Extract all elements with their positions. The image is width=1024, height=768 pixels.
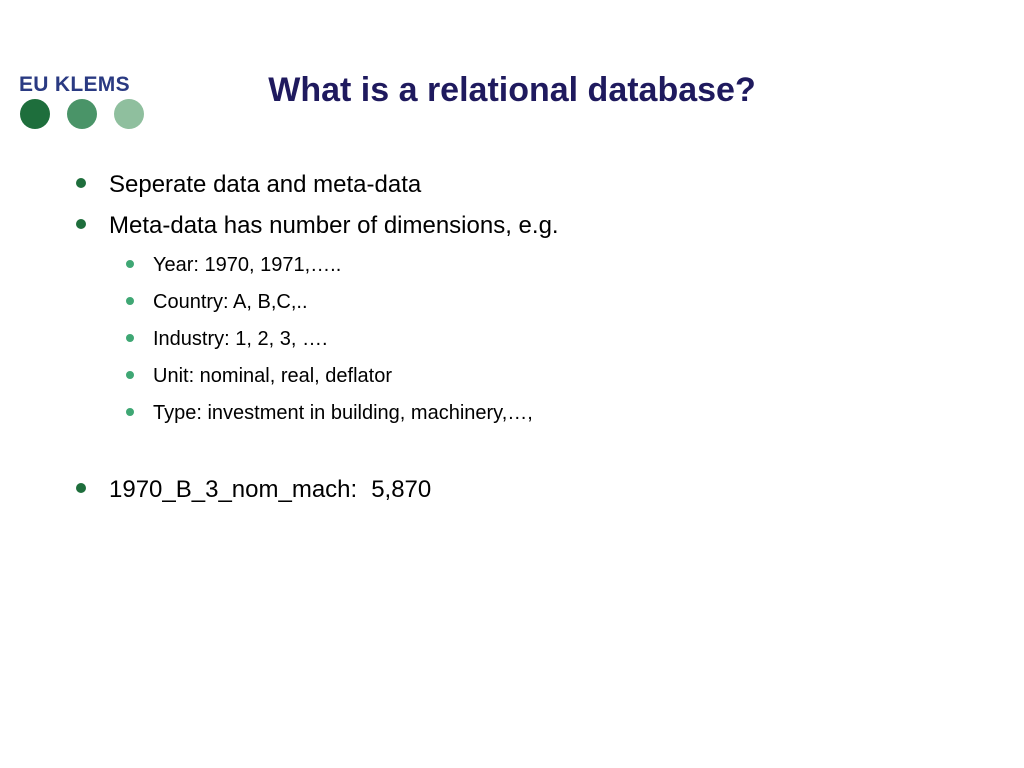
sub-bullet-item [153, 363, 392, 389]
bullet-text: Seperate data and meta-data [109, 171, 422, 198]
sub-bullet-text: Unit: nominal, real, deflator [153, 365, 393, 387]
logo-dot-dark [20, 99, 50, 129]
example-bullet [109, 475, 431, 505]
sub-bullet-dot-icon [126, 371, 134, 379]
sub-bullet-item [153, 400, 533, 426]
sub-bullet-text: Industry: 1, 2, 3, …. [153, 328, 328, 350]
sub-bullet-text: Year: 1970, 1971,….. [153, 254, 342, 276]
logo-text: EU KLEMS [19, 73, 130, 96]
slide-title: What is a relational database? [268, 71, 756, 109]
bullet-item [109, 170, 421, 200]
bullet-text: Meta-data has number of dimensions, e.g. [109, 212, 559, 239]
example-key: 1970_B_3_nom_mach: [109, 476, 358, 503]
bullet-dot-icon [76, 178, 86, 188]
bullet-dot-icon [76, 219, 86, 229]
sub-bullet-dot-icon [126, 297, 134, 305]
logo-dot-light [114, 99, 144, 129]
sub-bullet-text: Type: investment in building, machinery,…, [153, 402, 533, 424]
sub-bullet-dot-icon [126, 408, 134, 416]
logo-dot-medium [67, 99, 97, 129]
sub-bullet-dot-icon [126, 260, 134, 268]
sub-bullet-item [153, 289, 308, 315]
bullet-item [109, 211, 559, 241]
bullet-dot-icon [76, 483, 86, 493]
sub-bullet-item [153, 326, 328, 352]
eu-klems-logo [19, 72, 149, 132]
example-value: 5,870 [371, 476, 432, 503]
sub-bullet-item [153, 252, 341, 278]
sub-bullet-dot-icon [126, 334, 134, 342]
sub-bullet-text: Country: A, B,C,.. [153, 291, 308, 313]
